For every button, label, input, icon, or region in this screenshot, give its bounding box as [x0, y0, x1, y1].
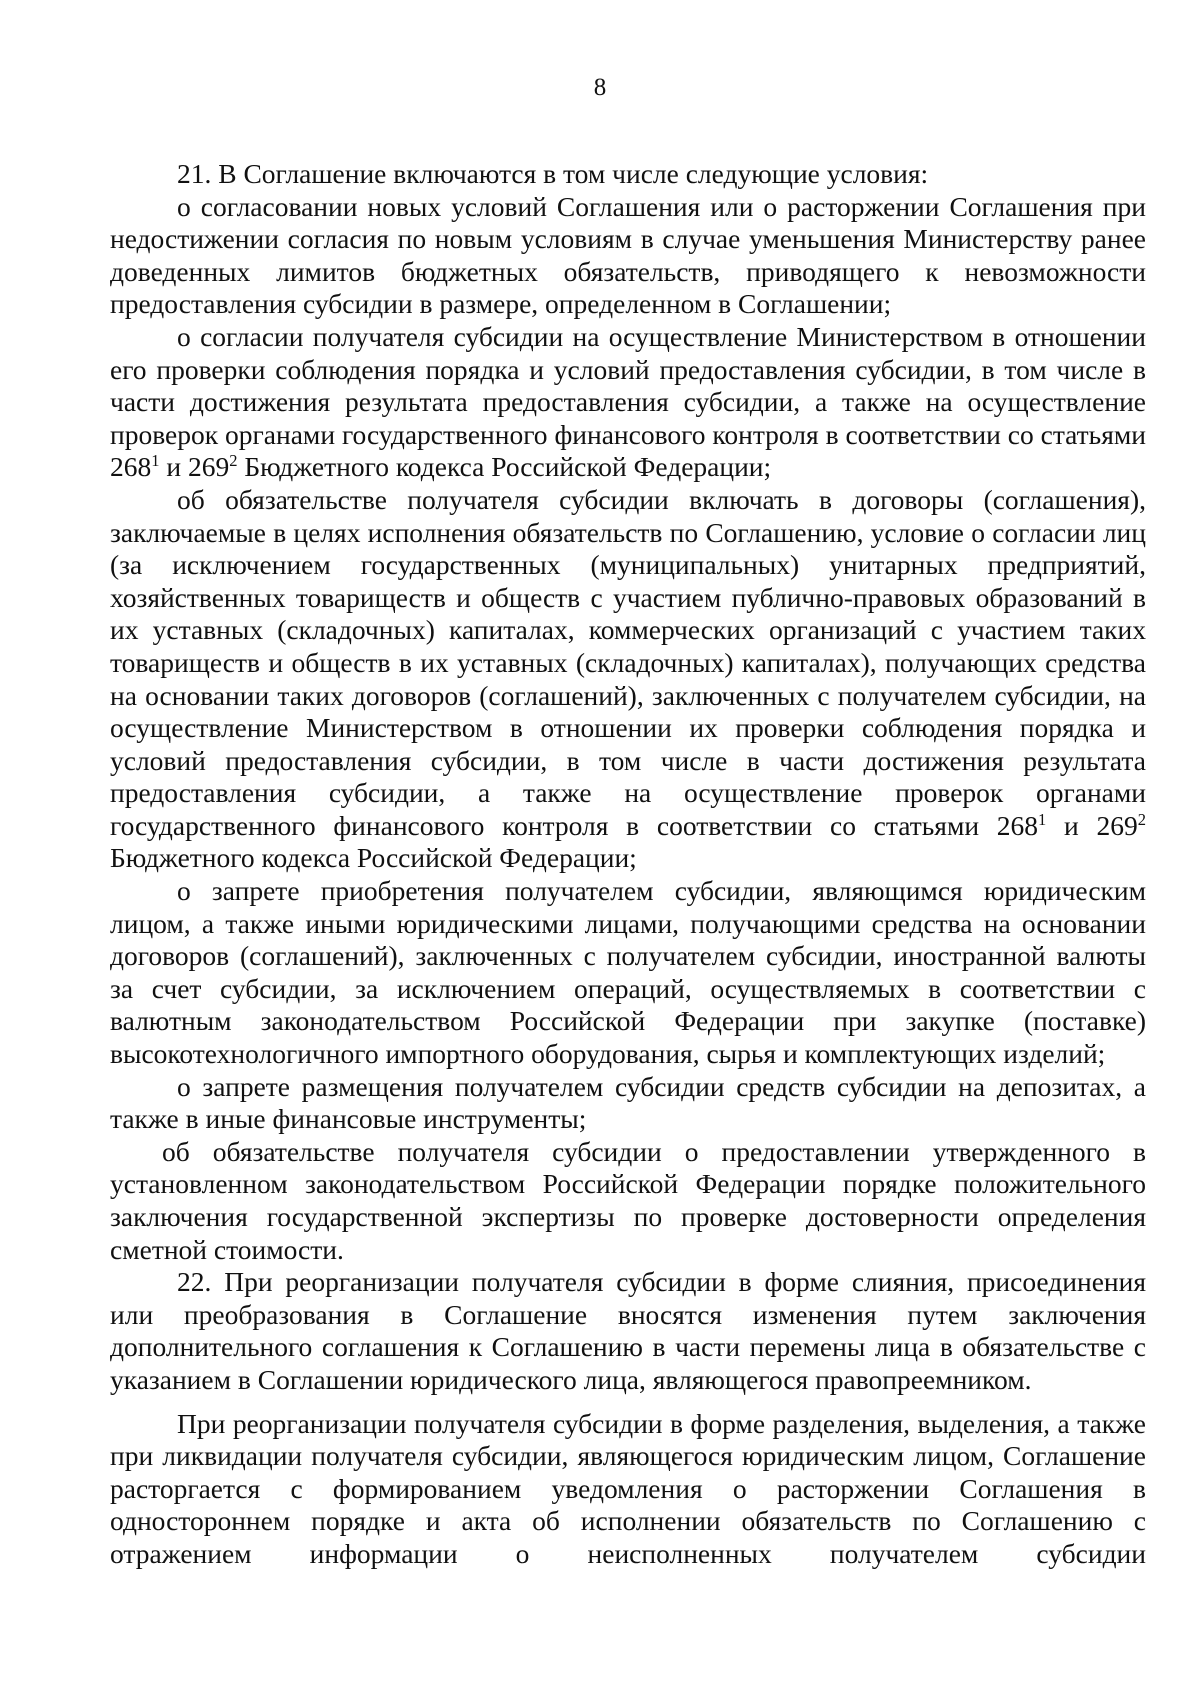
paragraph-condition-deposit-ban: о запрете размещения получателем субсидии средств субсидии на депозитах, а также в иные финансовые инструменты; — [110, 1070, 1146, 1135]
paragraph-condition-currency-ban: о запрете приобретения получателем субсидии, являющимся юридическим лицом, а также иными юридическими лицами, получающими средства на основании договоров (соглашений), заключенных с получателем субсидии, иностранной валюты за счет субсидии, за исключением операций, осуществляемых в соответствии с валютным законодательством Российской Федерации при закупке (поставке) высокотехнологичного импортного оборудования, сырья и комплектующих изделий; — [110, 875, 1146, 1070]
paragraph-reorganization-division: При реорганизации получателя субсидии в форме разделения, выделения, а также при ликвидации получателя субсидии, являющегося юридическим лицом, Соглашение расторгается с формированием уведомления о расторжении Соглашения в одностороннем порядке и акта об исполнении обязательств по Соглашению с отражением информации о неисполненных получателем субсидии — [110, 1407, 1146, 1569]
page-number: 8 — [593, 74, 607, 101]
paragraph-condition-consent-inspection: о согласии получателя субсидии на осуществление Министерством в отношении его проверки соблюдения порядка и условий предоставления субсидии, в том числе в части достижения результата предоставления субсидии, а также на осуществление проверок органами государственного финансового контроля в соответствии со статьями $268^1$ и $269^2$ Бюджетного кодекса Российской Федерации; — [110, 320, 1146, 483]
paragraph-condition-agreement-changes: о согласовании новых условий Соглашения или о расторжении Соглашения при недостижении согласия по новым условиям в случае уменьшения Министерству ранее доведенных лимитов бюджетных обязательств, приводящего к невозможности предоставления субсидии в размере, определенном в Соглашении; — [110, 190, 1146, 320]
paragraph-21-heading: 21. В Соглашение включаются в том числе следующие условия: — [177, 158, 929, 189]
paragraph-22-reorganization: 22. При реорганизации получателя субсидии в форме слияния, присоединения или преобразования в Соглашение вносятся изменения путем заключения дополнительного соглашения к Соглашению в части перемены лица в обязательстве с указанием в Соглашении юридического лица, являющегося правопреемником. — [110, 1266, 1146, 1395]
paragraph-condition-expertise: об обязательстве получателя субсидии о предоставлении утвержденного в установленном законодательством Российской Федерации порядке положительного заключения государственной экспертизы по проверке достоверности определения сметной стоимости. — [110, 1135, 1146, 1265]
document-body — [110, 158, 1146, 1571]
paragraph-condition-contracts-obligation: об обязательстве получателя субсидии включать в договоры (соглашения), заключаемые в целях исполнения обязательств по Соглашению, условие о согласии лиц (за исключением государственных (муниципальных) унитарных предприятий, хозяйственных товариществ и обществ с участием публично-правовых образований в их уставных (складочных) капиталах, коммерческих организаций с участием таких товариществ и обществ в их уставных (складочных) капиталах), получающих средства на основании таких договоров (соглашений), заключенных с получателем субсидии, на осуществление Министерством в отношении их проверки соблюдения порядка и условий предоставления субсидии, в том числе в части достижения результата предоставления субсидии, а также на осуществление проверок органами государственного финансового контроля в соответствии со статьями $268^1$ и $269^2$ Бюджетного кодекса Российской Федерации; — [110, 483, 1146, 874]
